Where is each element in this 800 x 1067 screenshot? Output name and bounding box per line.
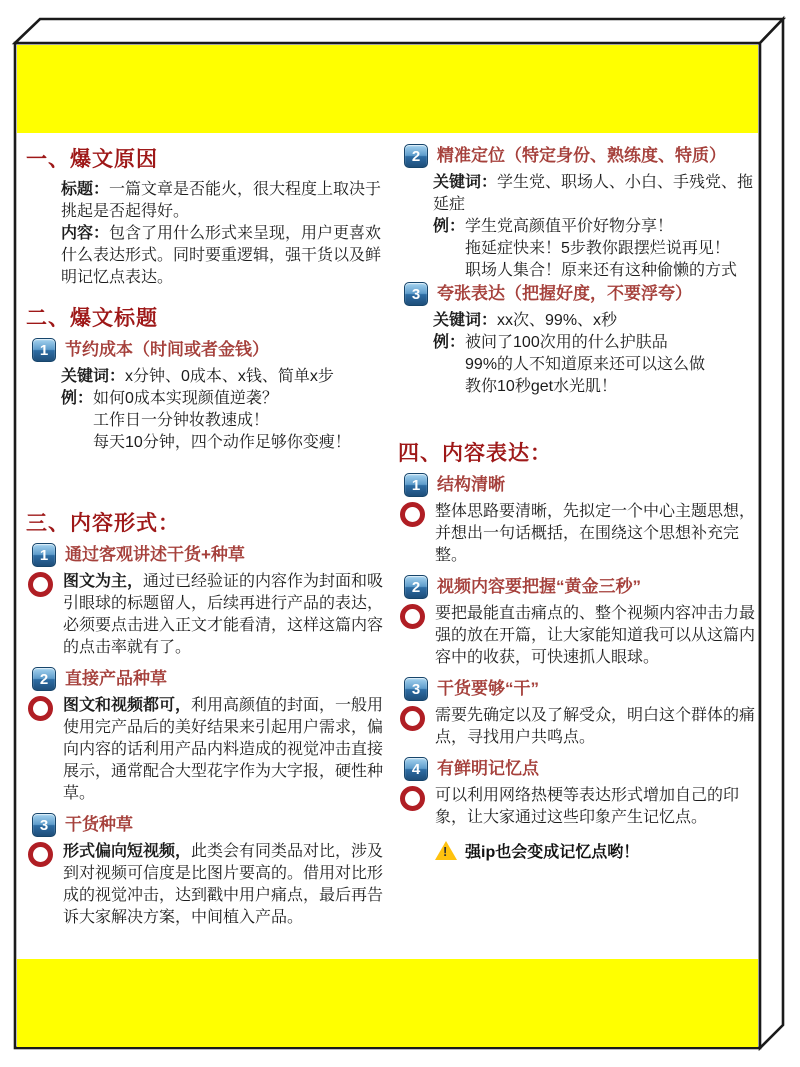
ring-bullet-icon <box>28 696 53 721</box>
ring-bullet-icon <box>28 572 53 597</box>
keywords-label: 关键词： <box>433 312 498 329</box>
examples-block <box>433 216 756 282</box>
examples-block <box>433 332 756 398</box>
section-heading-1: 一、爆文原因 <box>26 148 158 171</box>
bullet-lead: 图文和视频都可， <box>63 697 192 714</box>
ring-bullet-icon <box>400 706 425 731</box>
item-title: 结构清晰 <box>437 475 505 494</box>
top-yellow-band <box>17 45 758 133</box>
book-right-face <box>760 19 783 1048</box>
number-badge-icon: 4 <box>404 757 428 781</box>
bullet-body: 利用高颜值的封面，一般用使用完产品后的美好结果来引起用户需求，偏向内容的话利用产品内料造成的视觉冲击直接展示，通常配合大型花字作为大字报，硬性种草。 <box>63 697 384 802</box>
section-heading-3: 三、内容形式： <box>26 512 180 535</box>
ring-bullet-icon <box>400 502 425 527</box>
book-top-face <box>15 19 783 43</box>
keywords-text: x分钟、0成本、x钱、简单x步 <box>125 368 334 385</box>
number-badge-icon: 1 <box>32 543 56 567</box>
warning-exclamation: ! <box>443 844 448 859</box>
ring-bullet-item <box>400 785 756 829</box>
keywords-line <box>433 310 756 332</box>
keywords-line <box>61 366 390 388</box>
section-heading-4: 四、内容表达： <box>398 442 552 465</box>
numbered-item-header <box>404 575 756 599</box>
numbered-item-header <box>404 677 756 701</box>
bullet-paragraph: 要把最能直击痛点的、整个视频内容冲击力最强的放在开篇，让大家能知道我可以从这篇内容中的收获，可快速抓人眼球。 <box>435 605 756 666</box>
item-title: 视频内容要把握“黄金三秒” <box>437 577 641 596</box>
number-badge-icon: 3 <box>404 677 428 701</box>
numbered-item-header <box>32 338 390 362</box>
example-line: 如何0成本实现颜值逆袭？ <box>93 390 278 407</box>
examples-block <box>61 388 390 454</box>
item-title: 直接产品种草 <box>65 669 167 688</box>
item-title: 有鲜明记忆点 <box>437 759 539 778</box>
number-badge-icon: 2 <box>404 575 428 599</box>
numbered-item-header <box>404 473 756 497</box>
bullet-lead: 形式偏向短视频， <box>63 843 192 860</box>
number-badge-icon: 2 <box>32 667 56 691</box>
ring-bullet-icon <box>400 786 425 811</box>
bottom-yellow-band <box>17 959 758 1047</box>
paragraph-content <box>61 223 390 289</box>
numbered-item-header <box>404 282 756 306</box>
bullet-paragraph <box>63 695 390 805</box>
paragraph-label: 内容： <box>61 225 110 242</box>
bullet-paragraph <box>63 841 390 929</box>
left-column <box>26 146 390 937</box>
ring-bullet-item <box>400 705 756 749</box>
number-badge-icon: 1 <box>32 338 56 362</box>
warning-note <box>435 839 756 862</box>
item-title: 通过客观讲述干货+种草 <box>65 545 245 564</box>
ring-bullet-item <box>28 571 390 659</box>
ring-bullet-item <box>400 603 756 669</box>
item-title: 夸张表达（把握好度，不要浮夸） <box>437 284 692 303</box>
warning-icon <box>435 841 457 860</box>
bullet-paragraph: 整体思路要清晰，先拟定一个中心主题思想，并想出一句话概括，在围绕这个思想补充完整。 <box>435 503 756 564</box>
ring-bullet-item <box>400 501 756 567</box>
bullet-body: 通过已经验证的内容作为封面和吸引眼球的标题留人，后续再进行产品的表达，必须要点击进入正文才能看清，这样这篇内容的点击率就有了。 <box>63 573 384 656</box>
keywords-line <box>433 172 756 216</box>
examples-lines <box>93 388 390 454</box>
number-badge-icon: 1 <box>404 473 428 497</box>
number-badge-icon: 3 <box>404 282 428 306</box>
example-line: 被问了100次用的什么护肤品 <box>465 334 668 351</box>
example-line: 学生党高颜值平价好物分享！ <box>465 218 674 235</box>
example-line: 拖延症快来！5步教你跟摆烂说再见！ <box>465 240 730 257</box>
example-line: 工作日一分钟妆教速成！ <box>93 412 270 429</box>
numbered-item-header <box>32 813 390 837</box>
right-column <box>398 144 756 862</box>
keywords-label: 关键词： <box>61 368 126 385</box>
numbered-item-header <box>32 543 390 567</box>
numbered-item-header <box>404 144 756 168</box>
paragraph-text: 包含了用什么形式来呈现，用户更喜欢什么表达形式。同时要重逻辑，强干货以及鲜明记忆点表达。 <box>61 225 382 286</box>
example-line: 教你10秒get水光肌！ <box>465 378 618 395</box>
numbered-item-header <box>404 757 756 781</box>
ring-bullet-icon <box>28 842 53 867</box>
item-title: 干货种草 <box>65 815 133 834</box>
examples-lines <box>465 332 756 398</box>
examples-label: 例： <box>433 334 466 351</box>
keywords-label: 关键词： <box>433 174 498 191</box>
examples-label: 例： <box>61 390 94 407</box>
ring-bullet-item <box>28 695 390 805</box>
item-title: 精准定位（特定身份、熟练度、特质） <box>437 146 726 165</box>
bullet-lead: 图文为主， <box>63 573 144 590</box>
bullet-paragraph <box>63 571 390 659</box>
numbered-item-header <box>32 667 390 691</box>
examples-lines <box>465 216 756 282</box>
ring-bullet-item <box>28 841 390 929</box>
example-line: 职场人集合！原来还有这种偷懒的方式 <box>465 262 738 279</box>
paragraph-title <box>61 179 390 223</box>
bullet-body: 此类会有同类品对比，涉及到对视频可信度是比图片要高的。借用对比形成的视觉冲击，达到戳中用户痛点，最后再告诉大家解决方案，中间植入产品。 <box>63 843 384 926</box>
paragraph-text: 一篇文章是否能火，很大程度上取决于挑起是否起得好。 <box>61 181 382 220</box>
bullet-paragraph: 可以利用网络热梗等表达形式增加自己的印象，让大家通过这些印象产生记忆点。 <box>435 787 740 826</box>
keywords-text: xx次、99%、x秒 <box>497 312 618 329</box>
item-title: 节约成本（时间或者金钱） <box>65 340 269 359</box>
ring-bullet-icon <box>400 604 425 629</box>
examples-label: 例： <box>433 218 466 235</box>
item-title: 干货要够“干” <box>437 679 539 698</box>
number-badge-icon: 3 <box>32 813 56 837</box>
bullet-paragraph: 需要先确定以及了解受众，明白这个群体的痛点，寻找用户共鸣点。 <box>435 707 756 746</box>
example-line: 99%的人不知道原来还可以这么做 <box>465 356 706 373</box>
number-badge-icon: 2 <box>404 144 428 168</box>
paragraph-label: 标题： <box>61 181 110 198</box>
example-line: 每天10分钟，四个动作足够你变瘦！ <box>93 434 351 451</box>
keywords-text: 学生党、职场人、小白、手残党、拖延症 <box>433 174 754 213</box>
warning-text: 强ip也会变成记忆点哟！ <box>465 844 640 861</box>
section-heading-2: 二、爆文标题 <box>26 307 158 330</box>
